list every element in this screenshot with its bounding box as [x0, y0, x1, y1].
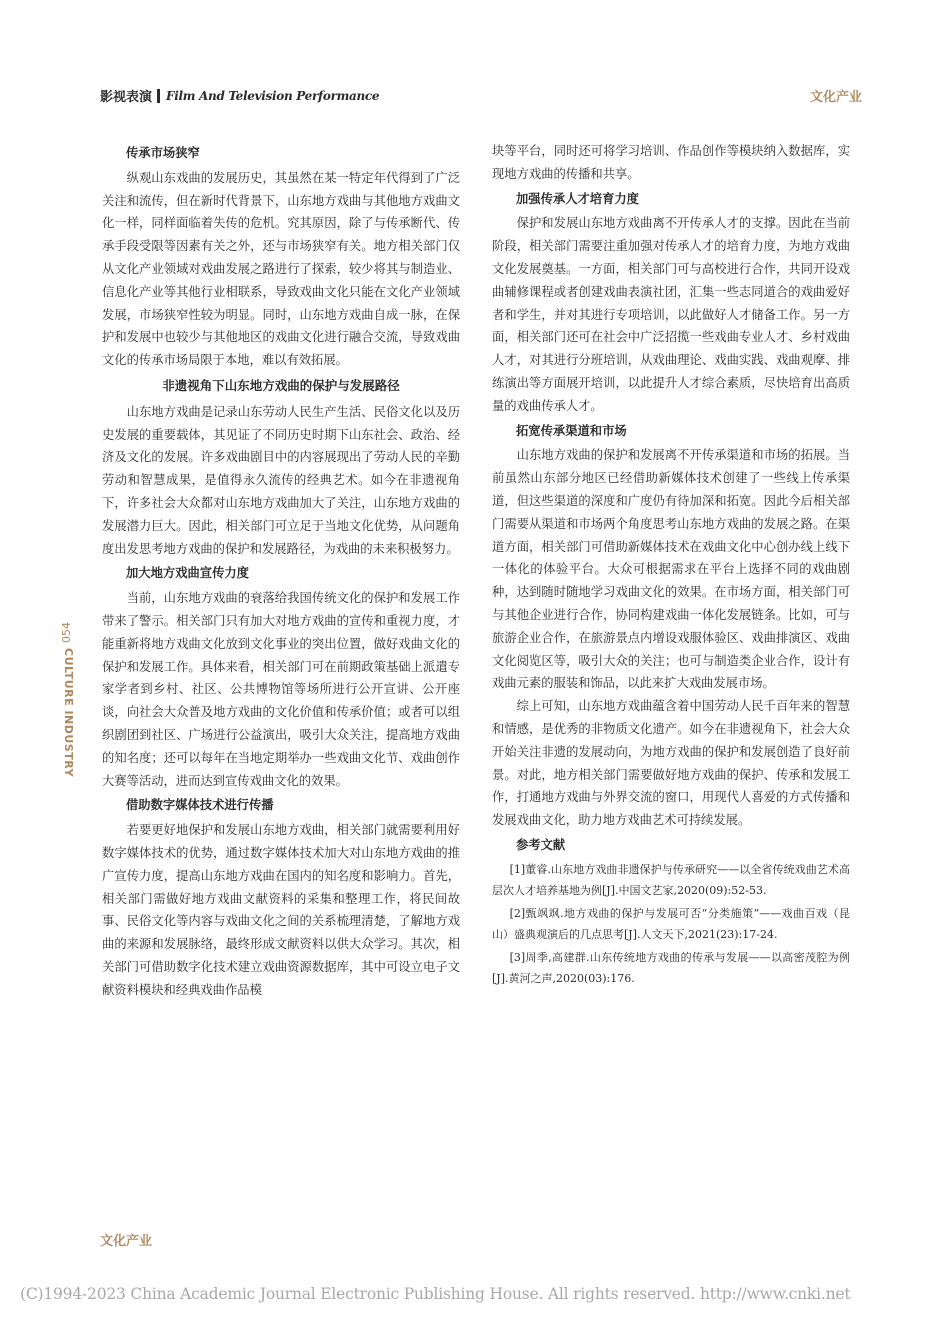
paragraph: 山东地方戏曲的保护和发展离不开传承渠道和市场的拓展。当前虽然山东部分地区已经借助新媒体技术创建了一些线上传承渠道，但这些渠道的深度和广度仍有待加深和拓宽。因此今后相关部门需要从渠道和市场两个角度思考山东地方戏曲的发展之路。在渠道方面，相关部门可借助新媒体技术在戏曲文化中心创办线上线下一体化的体验平台。大众可根据需求在平台上选择不同的戏曲剧种，达到随时随地学习戏曲文化的效果。在市场方面，相关部门可与其他企业进行合作，协同构建戏曲一体化发展链条。比如，可与旅游企业合作，在旅游景点内增设戏服体验区、戏曲排演区、戏曲文化阅览区等，吸引大众的关注；也可与制造类企业合作，设计有戏曲元素的服装和饰品，以此来扩大戏曲发展市场。 [492, 448, 850, 691]
section-title-en: Film And Television Performance [166, 88, 380, 103]
divider-bar [157, 89, 160, 103]
journal-section-title [100, 86, 379, 105]
subheading: 加大地方戏曲宣传力度 [126, 566, 249, 581]
paragraph: 山东地方戏曲是记录山东劳动人民生产生活、民俗文化以及历史发展的重要载体，其见证了不同历史时期下山东社会、政治、经济及文化的发展。许多戏曲剧目中的内容展现出了劳动人民的辛勤劳动和智慧成果，是值得永久流传的经典艺术。如今在非遗视角下，许多社会大众都对山东地方戏曲加大了关注，山东地方戏曲的发展潜力巨大。因此，相关部门可立足于当地文化优势，从问题角度出发思考地方戏曲的保护和发展路径，为戏曲的未来积极努力。 [102, 404, 460, 556]
footer-column-label: 文化产业 [100, 1234, 153, 1249]
subheading: 加强传承人才培育力度 [516, 191, 639, 206]
copyright-notice: (C)1994-2023 China Academic Journal Electronic Publishing House. All rights reserved. http://www.cnki.net [20, 1285, 851, 1303]
subheading: 传承市场狭窄 [126, 146, 200, 160]
paragraph: 保护和发展山东地方戏曲离不开传承人才的支撑。因此在当前阶段，相关部门需要注重加强对传承人才的培育力度，为地方戏曲文化发展奠基。一方面，相关部门可与高校进行合作，共同开设戏曲辅修课程或者创建戏曲表演社团，汇集一些志同道合的戏曲爱好者和学生，并对其进行专项培训，以此做好人才储备工作。另一方面，相关部门还可在社会中广泛招揽一些戏曲专业人才、乡村戏曲人才，对其进行分班培训，从戏曲理论、戏曲实践、戏曲观摩、排练演出等方面展开培训，以此提升人才综合素质，尽快培育出高质量的戏曲传承人才。 [492, 216, 850, 413]
paragraph: 当前，山东地方戏曲的衰落给我国传统文化的保护和发展工作带来了警示。相关部门只有加大对地方戏曲的宣传和重视力度，才能重新将地方戏曲文化放到文化事业的突出位置，做好戏曲文化的保护和发展工作。具体来看，相关部门可在前期政策基础上派遣专家学者到乡村、社区、公共博物馆等场所进行公开宣讲、公开座谈，向社会大众普及地方戏曲的文化价值和传承价值；或者可以组织剧团到社区、广场进行公益演出，吸引大众关注，提高地方戏曲的知名度；还可以每年在当地定期举办一些戏曲文化节、戏曲创作大赛等活动，进而达到宣传戏曲文化的效果。 [102, 591, 460, 788]
subheading: 借助数字媒体技术进行传播 [126, 798, 274, 813]
paragraph-continued: 块等平台，同时还可将学习培训、作品创作等模块纳入数据库，实现地方戏曲的传播和共享。 [492, 144, 850, 181]
column-label: 文化产业 [809, 90, 862, 105]
left-column [102, 140, 460, 1001]
side-column-label [62, 648, 76, 788]
reference-item: [1]董睿.山东地方戏曲非遗保护与传承研究——以全省传统戏曲艺术高层次人才培养基地为例[J].中国文艺家,2020(09):52-53. [492, 862, 850, 897]
right-column [492, 140, 850, 991]
paragraph: 若要更好地保护和发展山东地方戏曲，相关部门就需要利用好数字媒体技术的优势，通过数字媒体技术加大对山东地方戏曲的推广宣传力度，提高山东地方戏曲在国内的知名度和影响力。首先，相关部门需做好地方戏曲文献资料的采集和整理工作，将民间故事、民俗文化等内容与戏曲文化之间的关系梳理清楚，了解地方戏曲的来源和发展脉络，最终形成文献资料以供大众学习。其次，相关部门可借助数字化技术建立戏曲资源数据库，其中可设立电子文献资料模块和经典戏曲作品模 [102, 823, 460, 997]
section-heading: 非遗视角下山东地方戏曲的保护与发展路径 [162, 377, 400, 393]
paragraph: 纵观山东戏曲的发展历史，其虽然在某一特定年代得到了广泛关注和流传，但在新时代背景下，山东地方戏曲与其他地方戏曲文化一样，同样面临着失传的危机。究其原因，除了与传承断代、传承手段受限等因素有关之外，还与市场狭窄有关。地方相关部门仅从文化产业领域对戏曲发展之路进行了探索，较少将其与制造业、信息化产业等其他行业相联系，导致戏曲文化只能在文化产业领域发展，市场狭窄性较为明显。同时，山东地方戏曲自成一脉，在保护和发展中也较少与其他地区的戏曲文化进行融合交流，导致戏曲文化的传承市场局限于本地，难以有效拓展。 [102, 170, 460, 368]
references-title: 参考文献 [516, 837, 566, 852]
paragraph: 综上可知，山东地方戏曲蕴含着中国劳动人民千百年来的智慧和情感，是优秀的非物质文化遗产。如今在非遗视角下，社会大众开始关注非遗的发展动向，为地方戏曲的保护和发展创造了良好前景。对此，地方相关部门需要做好地方戏曲的保护、传承和发展工作，打通地方戏曲与外界交流的窗口，用现代人喜爱的方式传播和发展戏曲文化，助力地方戏曲艺术可持续发展。 [492, 699, 850, 828]
subheading: 拓宽传承渠道和市场 [516, 423, 627, 438]
side-column-text: CULTURE INDUSTRY [62, 648, 75, 778]
page-number: 054 [60, 622, 73, 643]
section-title-cn: 影视表演 [100, 90, 153, 105]
reference-item: [3]周季,高建群.山东传统地方戏曲的传承与发展——以高密茂腔为例[J].黄河之声,2020(03):176. [492, 950, 850, 985]
page-header [100, 86, 862, 108]
reference-item: [2]甄飒飒.地方戏曲的保护与发展可否“分类施策”——戏曲百戏（昆山）盛典观演后的几点思考[J].人文天下,2021(23):17-24. [492, 906, 850, 941]
